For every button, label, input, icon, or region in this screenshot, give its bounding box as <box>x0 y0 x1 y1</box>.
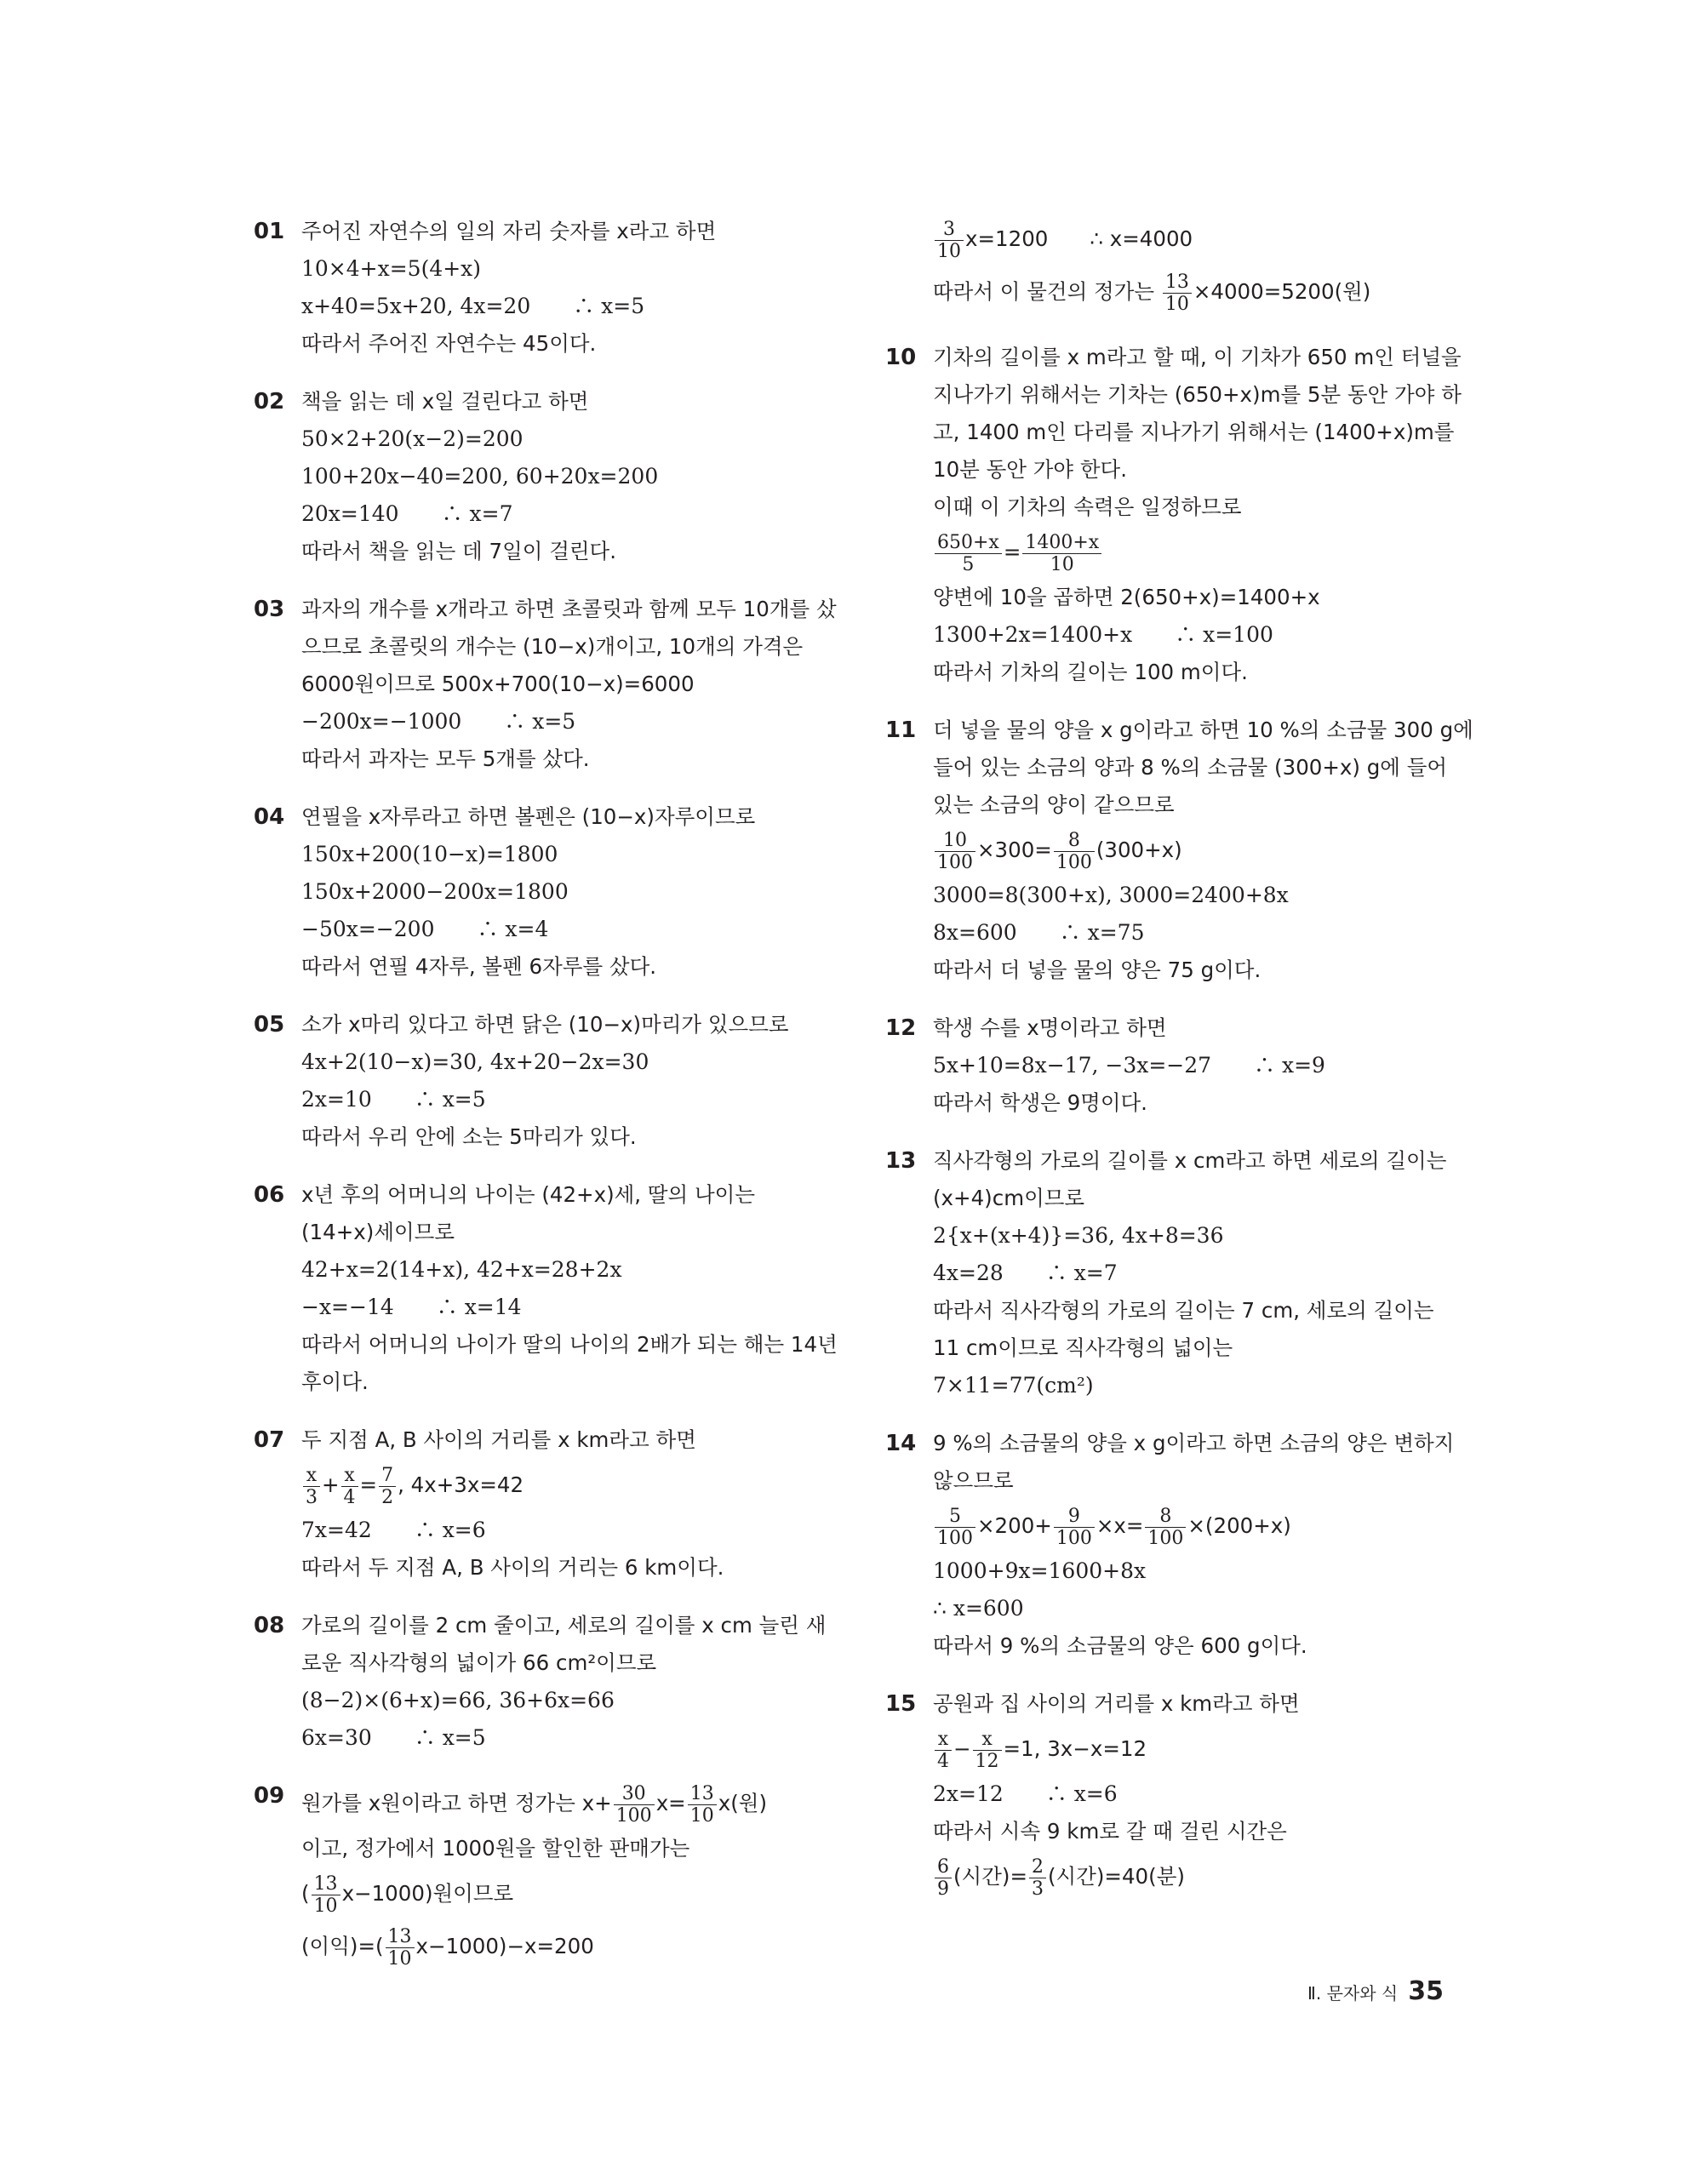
solution-line: ∴ x=600 <box>933 1596 1024 1621</box>
solution-line: 11 cm이므로 직사각형의 넓이는 <box>933 1335 1233 1360</box>
solution-line: x년 후의 어머니의 나이는 (42+x)세, 딸의 나이는 <box>301 1182 756 1207</box>
solution-line: 3000=8(300+x), 3000=2400+8x <box>933 883 1289 907</box>
fraction-denominator: 10 <box>689 1804 714 1827</box>
fraction-numerator: 1400+x <box>1022 532 1101 554</box>
problem-01 <box>254 213 884 363</box>
solution-line: (8−2)×(6+x)=66, 36+6x=66 <box>301 1688 615 1712</box>
fraction-numerator: 5 <box>935 1506 975 1528</box>
solution-line: 8x=600 ∴ x=75 <box>933 920 1145 945</box>
solution-line: 7×11=77(cm²) <box>933 1373 1094 1398</box>
fraction <box>973 1729 1002 1772</box>
fraction-numerator: 6 <box>935 1856 952 1878</box>
solution-line: 150x+200(10−x)=1800 <box>301 842 558 866</box>
fraction-denominator: 100 <box>937 1527 973 1549</box>
text-segment: ×(200+x) <box>1187 1513 1291 1538</box>
fraction-numerator: 2 <box>1029 1856 1046 1878</box>
fraction-denominator: 100 <box>615 1804 652 1827</box>
solution-line: 5x+10=8x−17, −3x=−27 ∴ x=9 <box>933 1053 1325 1078</box>
fraction <box>386 1926 415 1970</box>
solution-line: 따라서 우리 안에 소는 5마리가 있다. <box>301 1124 637 1149</box>
equation-line <box>933 1500 1515 1552</box>
fraction-numerator: 10 <box>935 830 975 852</box>
solution-line: 따라서 시속 9 km로 갈 때 걸린 시간은 <box>933 1819 1287 1844</box>
solution-line: 따라서 주어진 자연수는 45이다. <box>301 331 597 356</box>
equation-line <box>301 1920 884 1973</box>
solution-line: 후이다. <box>301 1369 369 1394</box>
problem-number: 11 <box>885 718 917 743</box>
problem-06 <box>254 1176 884 1401</box>
text-segment: =1, 3x−x=12 <box>1003 1736 1147 1761</box>
equation-line <box>933 213 1515 266</box>
solution-line: 학생 수를 x명이라고 하면 <box>933 1015 1167 1040</box>
solution-line: 지나가기 위해서는 기차는 (650+x)m를 5분 동안 가야 하 <box>933 382 1462 407</box>
solution-line: 50×2+20(x−2)=200 <box>301 426 523 451</box>
text-segment: − <box>953 1736 971 1761</box>
fraction-numerator: 650+x <box>935 532 1002 554</box>
fraction-denominator: 10 <box>387 1947 412 1970</box>
problem-number: 10 <box>885 345 917 370</box>
fraction-numerator: 3 <box>935 219 964 241</box>
fraction-numerator: 13 <box>312 1873 340 1895</box>
solution-line: 따라서 학생은 9명이다. <box>933 1090 1147 1115</box>
text-segment: x−1000)원이므로 <box>341 1881 514 1906</box>
fraction-numerator: x <box>935 1729 952 1751</box>
solution-line: 책을 읽는 데 x일 걸린다고 하면 <box>301 389 589 414</box>
solution-line: 들어 있는 소금의 양과 8 %의 소금물 (300+x) g에 들어 <box>933 755 1448 780</box>
solution-line: 따라서 연필 4자루, 볼펜 6자루를 샀다. <box>301 954 657 979</box>
solution-line: 따라서 어머니의 나이가 딸의 나이의 2배가 되는 해는 14년 <box>301 1332 838 1357</box>
page-footer <box>1307 1976 1444 2006</box>
text-segment: 따라서 이 물건의 정가는 <box>933 279 1161 304</box>
solution-line: 2x=10 ∴ x=5 <box>301 1087 486 1112</box>
solution-line: 따라서 과자는 모두 5개를 샀다. <box>301 746 590 771</box>
fraction <box>1029 1856 1046 1900</box>
problem-number: 02 <box>254 389 285 415</box>
solution-line: 4x=28 ∴ x=7 <box>933 1261 1118 1285</box>
problem-14 <box>885 1425 1515 1665</box>
problem-10 <box>885 339 1515 691</box>
solution-line: 1000+9x=1600+8x <box>933 1558 1147 1583</box>
fraction-denominator: 4 <box>343 1486 356 1508</box>
operator: + <box>322 1472 340 1497</box>
fraction-denominator: 100 <box>1056 1527 1092 1549</box>
text-segment: 원가를 x원이라고 하면 정가는 x+ <box>301 1791 612 1815</box>
fraction-denominator: 2 <box>381 1486 394 1508</box>
chapter-label: Ⅱ. 문자와 식 <box>1307 1983 1399 2004</box>
solution-line: 주어진 자연수의 일의 자리 숫자를 x라고 하면 <box>301 219 717 243</box>
text-segment: ×300= <box>977 838 1052 862</box>
solution-line: 과자의 개수를 x개라고 하면 초콜릿과 함께 모두 10개를 샀 <box>301 597 837 621</box>
solution-line: 20x=140 ∴ x=7 <box>301 501 513 526</box>
fraction-numerator: x <box>973 1729 1002 1751</box>
solution-line: 더 넣을 물의 양을 x g이라고 하면 10 %의 소금물 300 g에 <box>933 718 1473 742</box>
text-segment: (시간)=40(분) <box>1047 1864 1185 1889</box>
solution-line: 100+20x−40=200, 60+20x=200 <box>301 464 659 489</box>
text-segment: ( <box>301 1881 310 1906</box>
solution-line: 연필을 x자루라고 하면 볼펜은 (10−x)자루이므로 <box>301 804 756 829</box>
fraction-numerator: 13 <box>688 1783 717 1805</box>
fraction-numerator: 30 <box>614 1783 655 1805</box>
text-segment: (시간)= <box>953 1864 1027 1889</box>
solution-line: (14+x)세이므로 <box>301 1220 455 1244</box>
fraction <box>1054 830 1095 873</box>
problem-number: 07 <box>254 1427 285 1453</box>
problem-number: 08 <box>254 1613 285 1638</box>
problem-number: 14 <box>885 1431 917 1456</box>
fraction-numerator: 8 <box>1145 1506 1186 1528</box>
solution-line: 두 지점 A, B 사이의 거리를 x km라고 하면 <box>301 1427 696 1452</box>
fraction <box>312 1873 340 1917</box>
fraction <box>935 1856 952 1900</box>
text-segment: ×x= <box>1096 1513 1144 1538</box>
solution-line: 따라서 9 %의 소금물의 양은 600 g이다. <box>933 1633 1307 1658</box>
equation-line <box>301 1459 884 1512</box>
solution-line: 으므로 초콜릿의 개수는 (10−x)개이고, 10개의 가격은 <box>301 634 804 659</box>
solution-line: 따라서 두 지점 A, B 사이의 거리는 6 km이다. <box>301 1555 724 1580</box>
fraction-denominator: 3 <box>1031 1878 1044 1900</box>
solution-line: 따라서 더 넣을 물의 양은 75 g이다. <box>933 958 1262 982</box>
fraction-denominator: 5 <box>962 553 975 575</box>
solution-line: 기차의 길이를 x m라고 할 때, 이 기차가 650 m인 터널을 <box>933 345 1462 369</box>
fraction-denominator: 100 <box>937 851 973 873</box>
fraction-denominator: 9 <box>937 1878 949 1900</box>
fraction <box>341 1465 358 1508</box>
equation-line <box>933 266 1515 318</box>
fraction <box>935 1506 975 1549</box>
fraction <box>614 1783 655 1827</box>
solution-line: 있는 소금의 양이 같으므로 <box>933 792 1175 817</box>
solution-line: 따라서 기차의 길이는 100 m이다. <box>933 660 1248 684</box>
solution-line: 6000원이므로 500x+700(10−x)=6000 <box>301 672 695 696</box>
fraction-numerator: x <box>303 1465 320 1487</box>
equation-line <box>933 526 1515 579</box>
solution-line: 6x=30 ∴ x=5 <box>301 1725 486 1750</box>
text-segment: (300+x) <box>1096 838 1182 862</box>
fraction <box>303 1465 320 1508</box>
solution-line: (x+4)cm이므로 <box>933 1186 1085 1210</box>
equation-line <box>933 1850 1515 1903</box>
equation-line <box>933 824 1515 877</box>
problem-12 <box>885 1009 1515 1122</box>
solution-line: 양변에 10을 곱하면 2(650+x)=1400+x <box>933 585 1320 609</box>
solution-line: 4x+2(10−x)=30, 4x+20−2x=30 <box>301 1049 649 1074</box>
problem-number: 05 <box>254 1012 285 1038</box>
equation-line <box>301 1867 884 1920</box>
solution-line: −50x=−200 ∴ x=4 <box>301 917 549 941</box>
solution-line: −200x=−1000 ∴ x=5 <box>301 709 576 734</box>
problem-number: 04 <box>254 804 285 830</box>
solution-line: 공원과 집 사이의 거리를 x km라고 하면 <box>933 1691 1300 1716</box>
solution-line: x+40=5x+20, 4x=20 ∴ x=5 <box>301 294 645 318</box>
page-number: 35 <box>1408 1976 1444 2006</box>
fraction <box>935 830 975 873</box>
problem-15 <box>885 1685 1515 1903</box>
solution-line: 로운 직사각형의 넓이가 66 cm²이므로 <box>301 1650 657 1675</box>
problem-number: 06 <box>254 1182 285 1208</box>
fraction-denominator: 4 <box>937 1750 949 1772</box>
solution-line: 10분 동안 가야 한다. <box>933 457 1127 482</box>
solution-line: 이고, 정가에서 1000원을 할인한 판매가는 <box>301 1836 690 1861</box>
text-segment: x(원) <box>718 1791 768 1815</box>
problem-number: 13 <box>885 1148 917 1174</box>
solution-line: 소가 x마리 있다고 하면 닭은 (10−x)마리가 있으므로 <box>301 1012 789 1037</box>
fraction-denominator: 10 <box>313 1895 338 1917</box>
fraction <box>935 532 1002 575</box>
operator: = <box>359 1472 378 1497</box>
problem-13 <box>885 1142 1515 1404</box>
solution-line: 150x+2000−200x=1800 <box>301 879 569 904</box>
text-segment: (이익)=( <box>301 1934 384 1958</box>
fraction <box>1022 532 1101 575</box>
fraction-numerator: 8 <box>1054 830 1095 852</box>
fraction <box>935 219 964 262</box>
solution-line: 7x=42 ∴ x=6 <box>301 1518 486 1542</box>
fraction-denominator: 100 <box>1056 851 1092 873</box>
text-segment: ×4000=5200(원) <box>1193 279 1371 304</box>
problem-11 <box>885 712 1515 989</box>
fraction <box>1054 1506 1095 1549</box>
equation-line <box>933 1723 1515 1775</box>
text-segment: x=1200 ∴ x=4000 <box>965 226 1193 251</box>
fraction-denominator: 12 <box>975 1750 999 1772</box>
fraction-numerator: 7 <box>379 1465 396 1487</box>
solution-line: 1300+2x=1400+x ∴ x=100 <box>933 622 1273 647</box>
problem-number: 09 <box>254 1783 285 1809</box>
problem-04 <box>254 798 884 986</box>
text-segment: x= <box>655 1791 686 1815</box>
text-segment: x−1000)−x=200 <box>415 1934 594 1958</box>
fraction-numerator: 9 <box>1054 1506 1095 1528</box>
problem-09 <box>254 1777 884 1973</box>
fraction-denominator: 10 <box>1164 293 1189 315</box>
solution-line: 2{x+(x+4)}=36, 4x+8=36 <box>933 1223 1224 1248</box>
right-column <box>885 213 1515 1924</box>
fraction-denominator: 100 <box>1147 1527 1184 1549</box>
fraction <box>379 1465 396 1508</box>
problem-02 <box>254 383 884 570</box>
solution-line: −x=−14 ∴ x=14 <box>301 1295 522 1319</box>
equation-line <box>301 1777 884 1830</box>
problem-05 <box>254 1006 884 1156</box>
problem-number: 01 <box>254 219 285 244</box>
problem-number: 12 <box>885 1015 917 1041</box>
problem-number: 03 <box>254 597 285 622</box>
problem-number: 15 <box>885 1691 917 1717</box>
fraction <box>1145 1506 1186 1549</box>
solution-line: 따라서 책을 읽는 데 7일이 걸린다. <box>301 539 616 563</box>
solution-line: 이때 이 기차의 속력은 일정하므로 <box>933 495 1242 519</box>
problem-07 <box>254 1421 884 1587</box>
solution-line: 42+x=2(14+x), 42+x=28+2x <box>301 1257 622 1282</box>
solution-line: 10×4+x=5(4+x) <box>301 256 482 281</box>
text-segment: , 4x+3x=42 <box>398 1472 524 1497</box>
fraction <box>935 1729 952 1772</box>
solution-line: 따라서 직사각형의 가로의 길이는 7 cm, 세로의 길이는 <box>933 1298 1434 1323</box>
solution-line: 가로의 길이를 2 cm 줄이고, 세로의 길이를 x cm 늘린 새 <box>301 1613 827 1638</box>
solution-line: 고, 1400 m인 다리를 지나가기 위해서는 (1400+x)m를 <box>933 420 1455 444</box>
fraction <box>1163 272 1192 315</box>
solution-line: 9 %의 소금물의 양을 x g이라고 하면 소금의 양은 변하지 <box>933 1431 1455 1455</box>
fraction-denominator: 10 <box>937 240 961 262</box>
fraction-numerator: x <box>341 1465 358 1487</box>
fraction-denominator: 10 <box>1050 553 1074 575</box>
problem-continued <box>885 213 1515 318</box>
solution-line: 2x=12 ∴ x=6 <box>933 1781 1118 1806</box>
text-segment: ×200+ <box>977 1513 1052 1538</box>
problem-08 <box>254 1607 884 1757</box>
solution-line: 않으므로 <box>933 1468 1014 1493</box>
solution-line: 직사각형의 가로의 길이를 x cm라고 하면 세로의 길이는 <box>933 1148 1447 1173</box>
fraction-denominator: 3 <box>306 1486 318 1508</box>
fraction <box>688 1783 717 1827</box>
text-segment: = <box>1003 540 1021 564</box>
left-column <box>254 213 884 1993</box>
fraction-numerator: 13 <box>1163 272 1192 294</box>
fraction-numerator: 13 <box>386 1926 415 1948</box>
problem-03 <box>254 591 884 778</box>
